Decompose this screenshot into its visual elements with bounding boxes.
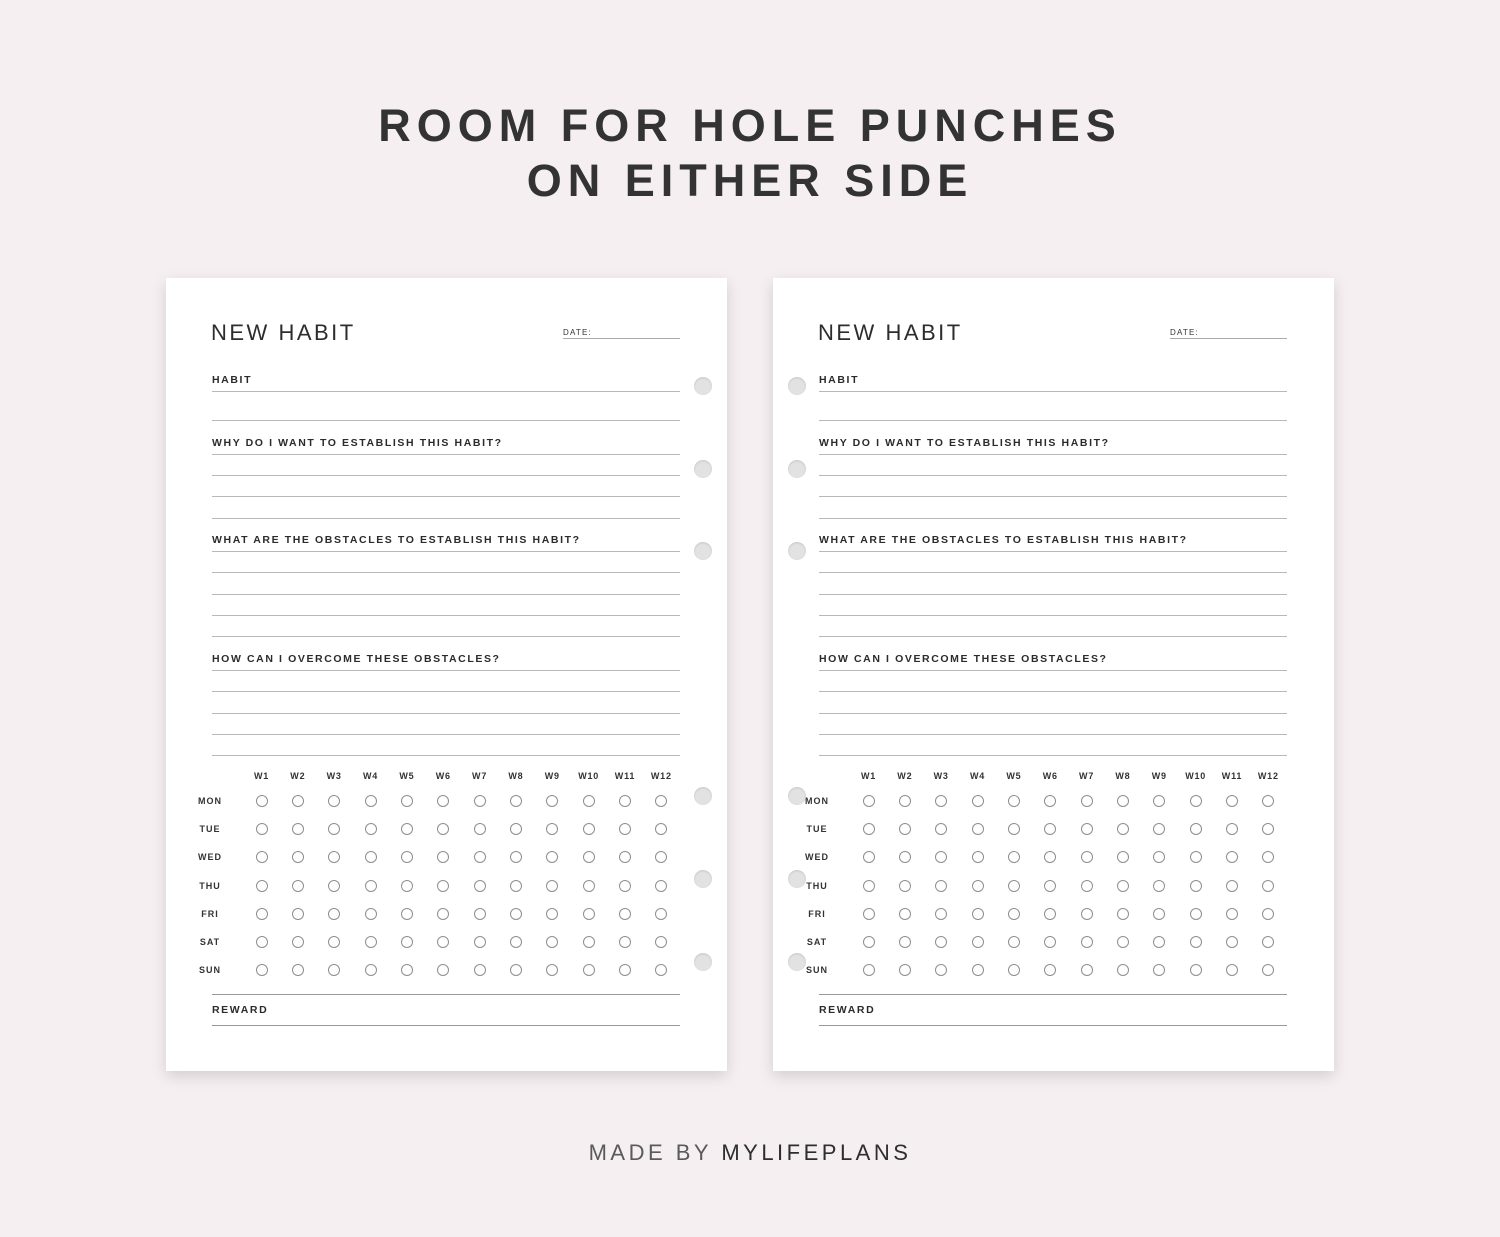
habit-check-circle[interactable] xyxy=(863,964,875,976)
punch-hole-icon xyxy=(694,953,712,971)
habit-check-circle[interactable] xyxy=(1081,823,1093,835)
habit-check-circle[interactable] xyxy=(655,964,667,976)
obstacles-label: WHAT ARE THE OBSTACLES TO ESTABLISH THIS HABIT? xyxy=(212,534,581,546)
habit-sheet-right xyxy=(773,278,1334,1071)
habit-check-circle[interactable] xyxy=(1190,908,1202,920)
week-header: W10 xyxy=(578,771,600,781)
punch-hole-icon xyxy=(694,787,712,805)
habit-check-circle[interactable] xyxy=(1008,823,1020,835)
habit-check-circle[interactable] xyxy=(256,880,268,892)
writing-line[interactable] xyxy=(819,551,1287,552)
habit-check-circle[interactable] xyxy=(1190,964,1202,976)
habit-check-circle[interactable] xyxy=(328,795,340,807)
habit-check-circle[interactable] xyxy=(1044,964,1056,976)
week-header: W5 xyxy=(399,771,415,781)
habit-check-circle[interactable] xyxy=(474,936,486,948)
habit-check-circle[interactable] xyxy=(935,880,947,892)
habit-check-circle[interactable] xyxy=(510,964,522,976)
habit-check-circle[interactable] xyxy=(1226,795,1238,807)
punch-hole-icon xyxy=(788,460,806,478)
week-header: W11 xyxy=(1221,771,1243,781)
writing-line[interactable] xyxy=(212,670,680,671)
habit-check-circle[interactable] xyxy=(583,851,595,863)
habit-check-circle[interactable] xyxy=(546,795,558,807)
writing-line[interactable] xyxy=(212,636,680,637)
habit-check-circle[interactable] xyxy=(437,880,449,892)
habit-check-circle[interactable] xyxy=(1262,851,1274,863)
week-header: W7 xyxy=(1079,771,1095,781)
habit-check-circle[interactable] xyxy=(292,851,304,863)
habit-check-circle[interactable] xyxy=(1008,851,1020,863)
reward-top-rule xyxy=(212,994,680,995)
habit-check-circle[interactable] xyxy=(401,851,413,863)
habit-check-circle[interactable] xyxy=(1044,880,1056,892)
habit-check-circle[interactable] xyxy=(863,908,875,920)
habit-check-circle[interactable] xyxy=(863,823,875,835)
habit-check-circle[interactable] xyxy=(510,936,522,948)
habit-check-circle[interactable] xyxy=(546,908,558,920)
day-label: SUN xyxy=(805,965,828,976)
day-label: WED xyxy=(805,852,829,863)
habit-check-circle[interactable] xyxy=(328,823,340,835)
habit-check-circle[interactable] xyxy=(401,964,413,976)
habit-check-circle[interactable] xyxy=(1262,936,1274,948)
habit-check-circle[interactable] xyxy=(655,880,667,892)
habit-check-circle[interactable] xyxy=(365,880,377,892)
habit-check-circle[interactable] xyxy=(1226,964,1238,976)
habit-check-circle[interactable] xyxy=(899,880,911,892)
habit-check-circle[interactable] xyxy=(619,823,631,835)
habit-check-circle[interactable] xyxy=(1044,823,1056,835)
writing-line[interactable] xyxy=(819,475,1287,476)
writing-line[interactable] xyxy=(212,496,680,497)
writing-line[interactable] xyxy=(819,572,1287,573)
habit-check-circle[interactable] xyxy=(1117,880,1129,892)
habit-check-circle[interactable] xyxy=(510,795,522,807)
week-header: W3 xyxy=(326,771,342,781)
habit-check-circle[interactable] xyxy=(256,851,268,863)
habit-check-circle[interactable] xyxy=(619,795,631,807)
habit-check-circle[interactable] xyxy=(437,823,449,835)
habit-check-circle[interactable] xyxy=(1008,880,1020,892)
habit-check-circle[interactable] xyxy=(437,936,449,948)
week-header: W9 xyxy=(1151,771,1167,781)
why-label: WHY DO I WANT TO ESTABLISH THIS HABIT? xyxy=(212,437,503,449)
habit-check-circle[interactable] xyxy=(1262,795,1274,807)
habit-check-circle[interactable] xyxy=(401,908,413,920)
week-header: W5 xyxy=(1006,771,1022,781)
habit-check-circle[interactable] xyxy=(935,851,947,863)
habit-check-circle[interactable] xyxy=(437,908,449,920)
habit-check-circle[interactable] xyxy=(1226,880,1238,892)
habit-underline[interactable] xyxy=(819,391,1287,392)
day-label: FRI xyxy=(808,908,826,919)
habit-check-circle[interactable] xyxy=(510,908,522,920)
habit-check-circle[interactable] xyxy=(1081,936,1093,948)
writing-line[interactable] xyxy=(212,551,680,552)
habit-check-circle[interactable] xyxy=(1008,908,1020,920)
habit-check-circle[interactable] xyxy=(935,964,947,976)
habit-check-circle[interactable] xyxy=(1081,880,1093,892)
habit-check-circle[interactable] xyxy=(256,823,268,835)
habit-check-circle[interactable] xyxy=(437,851,449,863)
habit-check-circle[interactable] xyxy=(1262,964,1274,976)
writing-line[interactable] xyxy=(212,572,680,573)
habit-check-circle[interactable] xyxy=(546,936,558,948)
habit-check-circle[interactable] xyxy=(1153,851,1165,863)
habit-check-circle[interactable] xyxy=(655,795,667,807)
habit-check-circle[interactable] xyxy=(1262,880,1274,892)
habit-underline[interactable] xyxy=(212,391,680,392)
habit-check-circle[interactable] xyxy=(583,936,595,948)
writing-line[interactable] xyxy=(212,755,680,756)
writing-line[interactable] xyxy=(819,713,1287,714)
punch-hole-icon xyxy=(694,542,712,560)
habit-check-circle[interactable] xyxy=(1190,880,1202,892)
habit-check-circle[interactable] xyxy=(619,908,631,920)
reward-label: REWARD xyxy=(819,1004,876,1016)
headline-line-2: ON EITHER SIDE xyxy=(526,155,974,206)
habit-check-circle[interactable] xyxy=(619,936,631,948)
habit-check-circle[interactable] xyxy=(546,851,558,863)
writing-line[interactable] xyxy=(819,755,1287,756)
obstacles-label: WHAT ARE THE OBSTACLES TO ESTABLISH THIS HABIT? xyxy=(819,534,1188,546)
habit-check-circle[interactable] xyxy=(401,936,413,948)
habit-check-circle[interactable] xyxy=(365,795,377,807)
habit-check-circle[interactable] xyxy=(401,880,413,892)
habit-check-circle[interactable] xyxy=(1153,908,1165,920)
habit-check-circle[interactable] xyxy=(292,795,304,807)
habit-check-circle[interactable] xyxy=(1226,908,1238,920)
habit-check-circle[interactable] xyxy=(292,936,304,948)
habit-check-circle[interactable] xyxy=(328,880,340,892)
habit-check-circle[interactable] xyxy=(655,823,667,835)
habit-check-circle[interactable] xyxy=(1117,795,1129,807)
punch-hole-icon xyxy=(694,870,712,888)
week-header: W1 xyxy=(860,771,877,781)
writing-line[interactable] xyxy=(819,518,1287,519)
habit-check-circle[interactable] xyxy=(899,851,911,863)
habit-check-circle[interactable] xyxy=(1226,851,1238,863)
writing-line[interactable] xyxy=(819,594,1287,595)
writing-line[interactable] xyxy=(212,475,680,476)
habit-check-circle[interactable] xyxy=(899,908,911,920)
day-label: WED xyxy=(198,852,222,863)
punch-hole-icon xyxy=(694,377,712,395)
week-header: W12 xyxy=(1257,771,1279,781)
why-label: WHY DO I WANT TO ESTABLISH THIS HABIT? xyxy=(819,437,1110,449)
habit-check-circle[interactable] xyxy=(972,795,984,807)
overcome-label: HOW CAN I OVERCOME THESE OBSTACLES? xyxy=(212,653,501,665)
writing-line[interactable] xyxy=(819,420,1287,421)
reward-top-rule xyxy=(819,994,1287,995)
habit-check-circle[interactable] xyxy=(899,964,911,976)
day-label: FRI xyxy=(201,908,219,919)
habit-check-circle[interactable] xyxy=(1153,936,1165,948)
reward-underline[interactable] xyxy=(212,1025,680,1026)
habit-check-circle[interactable] xyxy=(256,908,268,920)
habit-check-circle[interactable] xyxy=(328,964,340,976)
habit-check-circle[interactable] xyxy=(256,964,268,976)
habit-check-circle[interactable] xyxy=(510,851,522,863)
habit-check-circle[interactable] xyxy=(619,851,631,863)
habit-check-circle[interactable] xyxy=(546,964,558,976)
habit-check-circle[interactable] xyxy=(1044,908,1056,920)
habit-check-circle[interactable] xyxy=(1117,936,1129,948)
writing-line[interactable] xyxy=(212,615,680,616)
made-by-text: MADE BY xyxy=(588,1140,712,1165)
habit-check-circle[interactable] xyxy=(365,936,377,948)
writing-line[interactable] xyxy=(212,518,680,519)
writing-line[interactable] xyxy=(819,691,1287,692)
habit-check-circle[interactable] xyxy=(474,823,486,835)
habit-check-circle[interactable] xyxy=(474,908,486,920)
habit-check-circle[interactable] xyxy=(1008,936,1020,948)
overcome-label: HOW CAN I OVERCOME THESE OBSTACLES? xyxy=(819,653,1108,665)
week-header: W4 xyxy=(969,771,986,781)
habit-check-circle[interactable] xyxy=(1262,908,1274,920)
writing-line[interactable] xyxy=(212,734,680,735)
habit-check-circle[interactable] xyxy=(619,880,631,892)
punch-hole-icon xyxy=(788,953,806,971)
habit-check-circle[interactable] xyxy=(401,795,413,807)
headline-line-1: ROOM FOR HOLE PUNCHES xyxy=(378,100,1122,151)
writing-line[interactable] xyxy=(819,734,1287,735)
week-header: W7 xyxy=(472,771,488,781)
habit-check-circle[interactable] xyxy=(1190,936,1202,948)
habit-check-circle[interactable] xyxy=(328,908,340,920)
habit-check-circle[interactable] xyxy=(1153,823,1165,835)
habit-check-circle[interactable] xyxy=(583,795,595,807)
habit-check-circle[interactable] xyxy=(935,823,947,835)
habit-check-circle[interactable] xyxy=(256,936,268,948)
habit-check-circle[interactable] xyxy=(899,823,911,835)
reward-label: REWARD xyxy=(212,1004,269,1016)
habit-check-circle[interactable] xyxy=(328,851,340,863)
habit-check-circle[interactable] xyxy=(899,936,911,948)
week-header: W8 xyxy=(508,771,524,781)
habit-check-circle[interactable] xyxy=(1153,964,1165,976)
date-field[interactable] xyxy=(563,338,680,339)
habit-check-circle[interactable] xyxy=(1153,880,1165,892)
week-header: W6 xyxy=(1042,771,1058,781)
habit-check-circle[interactable] xyxy=(292,908,304,920)
habit-check-circle[interactable] xyxy=(972,823,984,835)
day-label: THU xyxy=(806,880,828,891)
writing-line[interactable] xyxy=(212,713,680,714)
writing-line[interactable] xyxy=(819,615,1287,616)
habit-check-circle[interactable] xyxy=(935,936,947,948)
week-header: W4 xyxy=(362,771,379,781)
habit-check-circle[interactable] xyxy=(583,880,595,892)
day-label: SUN xyxy=(198,965,221,976)
habit-check-circle[interactable] xyxy=(1190,851,1202,863)
habit-check-circle[interactable] xyxy=(1190,823,1202,835)
habit-check-circle[interactable] xyxy=(583,964,595,976)
habit-check-circle[interactable] xyxy=(1153,795,1165,807)
habit-check-circle[interactable] xyxy=(1226,823,1238,835)
habit-check-circle[interactable] xyxy=(1226,936,1238,948)
week-header: W9 xyxy=(544,771,560,781)
habit-check-circle[interactable] xyxy=(1008,795,1020,807)
habit-check-circle[interactable] xyxy=(292,964,304,976)
day-label: SAT xyxy=(199,937,221,947)
habit-check-circle[interactable] xyxy=(863,851,875,863)
habit-check-circle[interactable] xyxy=(1117,908,1129,920)
habit-label: HABIT xyxy=(212,374,253,386)
habit-check-circle[interactable] xyxy=(972,964,984,976)
reward-underline[interactable] xyxy=(819,1025,1287,1026)
habit-check-circle[interactable] xyxy=(583,908,595,920)
habit-check-circle[interactable] xyxy=(328,936,340,948)
date-label: DATE: xyxy=(563,328,592,337)
habit-check-circle[interactable] xyxy=(655,908,667,920)
sheet-title: NEW HABIT xyxy=(818,320,963,345)
habit-check-circle[interactable] xyxy=(474,964,486,976)
day-label: SAT xyxy=(806,937,828,947)
punch-hole-icon xyxy=(788,542,806,560)
habit-check-circle[interactable] xyxy=(292,823,304,835)
habit-check-circle[interactable] xyxy=(1008,964,1020,976)
week-header: W2 xyxy=(290,771,306,781)
writing-line[interactable] xyxy=(819,670,1287,671)
habit-check-circle[interactable] xyxy=(365,908,377,920)
week-header: W8 xyxy=(1115,771,1131,781)
habit-check-circle[interactable] xyxy=(972,936,984,948)
habit-check-circle[interactable] xyxy=(1117,823,1129,835)
habit-check-circle[interactable] xyxy=(1044,795,1056,807)
day-label: TUE xyxy=(806,824,828,835)
writing-line[interactable] xyxy=(212,454,680,455)
week-header: W10 xyxy=(1185,771,1207,781)
writing-line[interactable] xyxy=(212,594,680,595)
habit-check-circle[interactable] xyxy=(1044,936,1056,948)
habit-check-circle[interactable] xyxy=(365,823,377,835)
habit-check-circle[interactable] xyxy=(583,823,595,835)
week-header: W3 xyxy=(933,771,949,781)
day-label: MON xyxy=(805,796,829,806)
habit-check-circle[interactable] xyxy=(546,880,558,892)
day-label: TUE xyxy=(199,824,221,835)
habit-check-circle[interactable] xyxy=(474,795,486,807)
brand-name: MYLIFEPLANS xyxy=(721,1140,912,1165)
week-header: W2 xyxy=(897,771,913,781)
habit-check-circle[interactable] xyxy=(510,880,522,892)
habit-sheet-left xyxy=(166,278,727,1071)
habit-check-circle[interactable] xyxy=(972,880,984,892)
habit-check-circle[interactable] xyxy=(365,964,377,976)
writing-line[interactable] xyxy=(819,454,1287,455)
habit-check-circle[interactable] xyxy=(510,823,522,835)
habit-check-circle[interactable] xyxy=(899,795,911,807)
sheet-title: NEW HABIT xyxy=(211,320,356,345)
habit-check-circle[interactable] xyxy=(1044,851,1056,863)
writing-line[interactable] xyxy=(819,496,1287,497)
habit-check-circle[interactable] xyxy=(256,795,268,807)
habit-check-circle[interactable] xyxy=(863,880,875,892)
day-label: THU xyxy=(199,880,221,891)
habit-check-circle[interactable] xyxy=(365,851,377,863)
punch-hole-icon xyxy=(694,460,712,478)
habit-check-circle[interactable] xyxy=(474,851,486,863)
habit-check-circle[interactable] xyxy=(546,823,558,835)
habit-check-circle[interactable] xyxy=(655,851,667,863)
habit-check-circle[interactable] xyxy=(437,964,449,976)
habit-check-circle[interactable] xyxy=(1081,908,1093,920)
writing-line[interactable] xyxy=(819,636,1287,637)
writing-line[interactable] xyxy=(212,691,680,692)
habit-check-circle[interactable] xyxy=(619,964,631,976)
habit-check-circle[interactable] xyxy=(1081,851,1093,863)
habit-check-circle[interactable] xyxy=(1190,795,1202,807)
punch-hole-icon xyxy=(788,870,806,888)
habit-label: HABIT xyxy=(819,374,860,386)
week-header: W1 xyxy=(253,771,270,781)
habit-check-circle[interactable] xyxy=(1117,964,1129,976)
punch-hole-icon xyxy=(788,787,806,805)
date-field[interactable] xyxy=(1170,338,1287,339)
week-header: W11 xyxy=(614,771,636,781)
habit-check-circle[interactable] xyxy=(1262,823,1274,835)
habit-check-circle[interactable] xyxy=(292,880,304,892)
habit-check-circle[interactable] xyxy=(972,908,984,920)
week-header: W12 xyxy=(650,771,672,781)
habit-check-circle[interactable] xyxy=(437,795,449,807)
day-label: MON xyxy=(198,796,222,806)
habit-check-circle[interactable] xyxy=(401,823,413,835)
writing-line[interactable] xyxy=(212,420,680,421)
footer-credit xyxy=(0,1140,1500,1166)
habit-check-circle[interactable] xyxy=(863,936,875,948)
week-header: W6 xyxy=(435,771,451,781)
date-label: DATE: xyxy=(1170,328,1199,337)
habit-check-circle[interactable] xyxy=(1081,964,1093,976)
habit-check-circle[interactable] xyxy=(1081,795,1093,807)
habit-check-circle[interactable] xyxy=(1117,851,1129,863)
headline xyxy=(0,98,1500,208)
habit-check-circle[interactable] xyxy=(972,851,984,863)
habit-check-circle[interactable] xyxy=(863,795,875,807)
punch-hole-icon xyxy=(788,377,806,395)
habit-check-circle[interactable] xyxy=(474,880,486,892)
habit-check-circle[interactable] xyxy=(655,936,667,948)
habit-check-circle[interactable] xyxy=(935,908,947,920)
habit-check-circle[interactable] xyxy=(935,795,947,807)
